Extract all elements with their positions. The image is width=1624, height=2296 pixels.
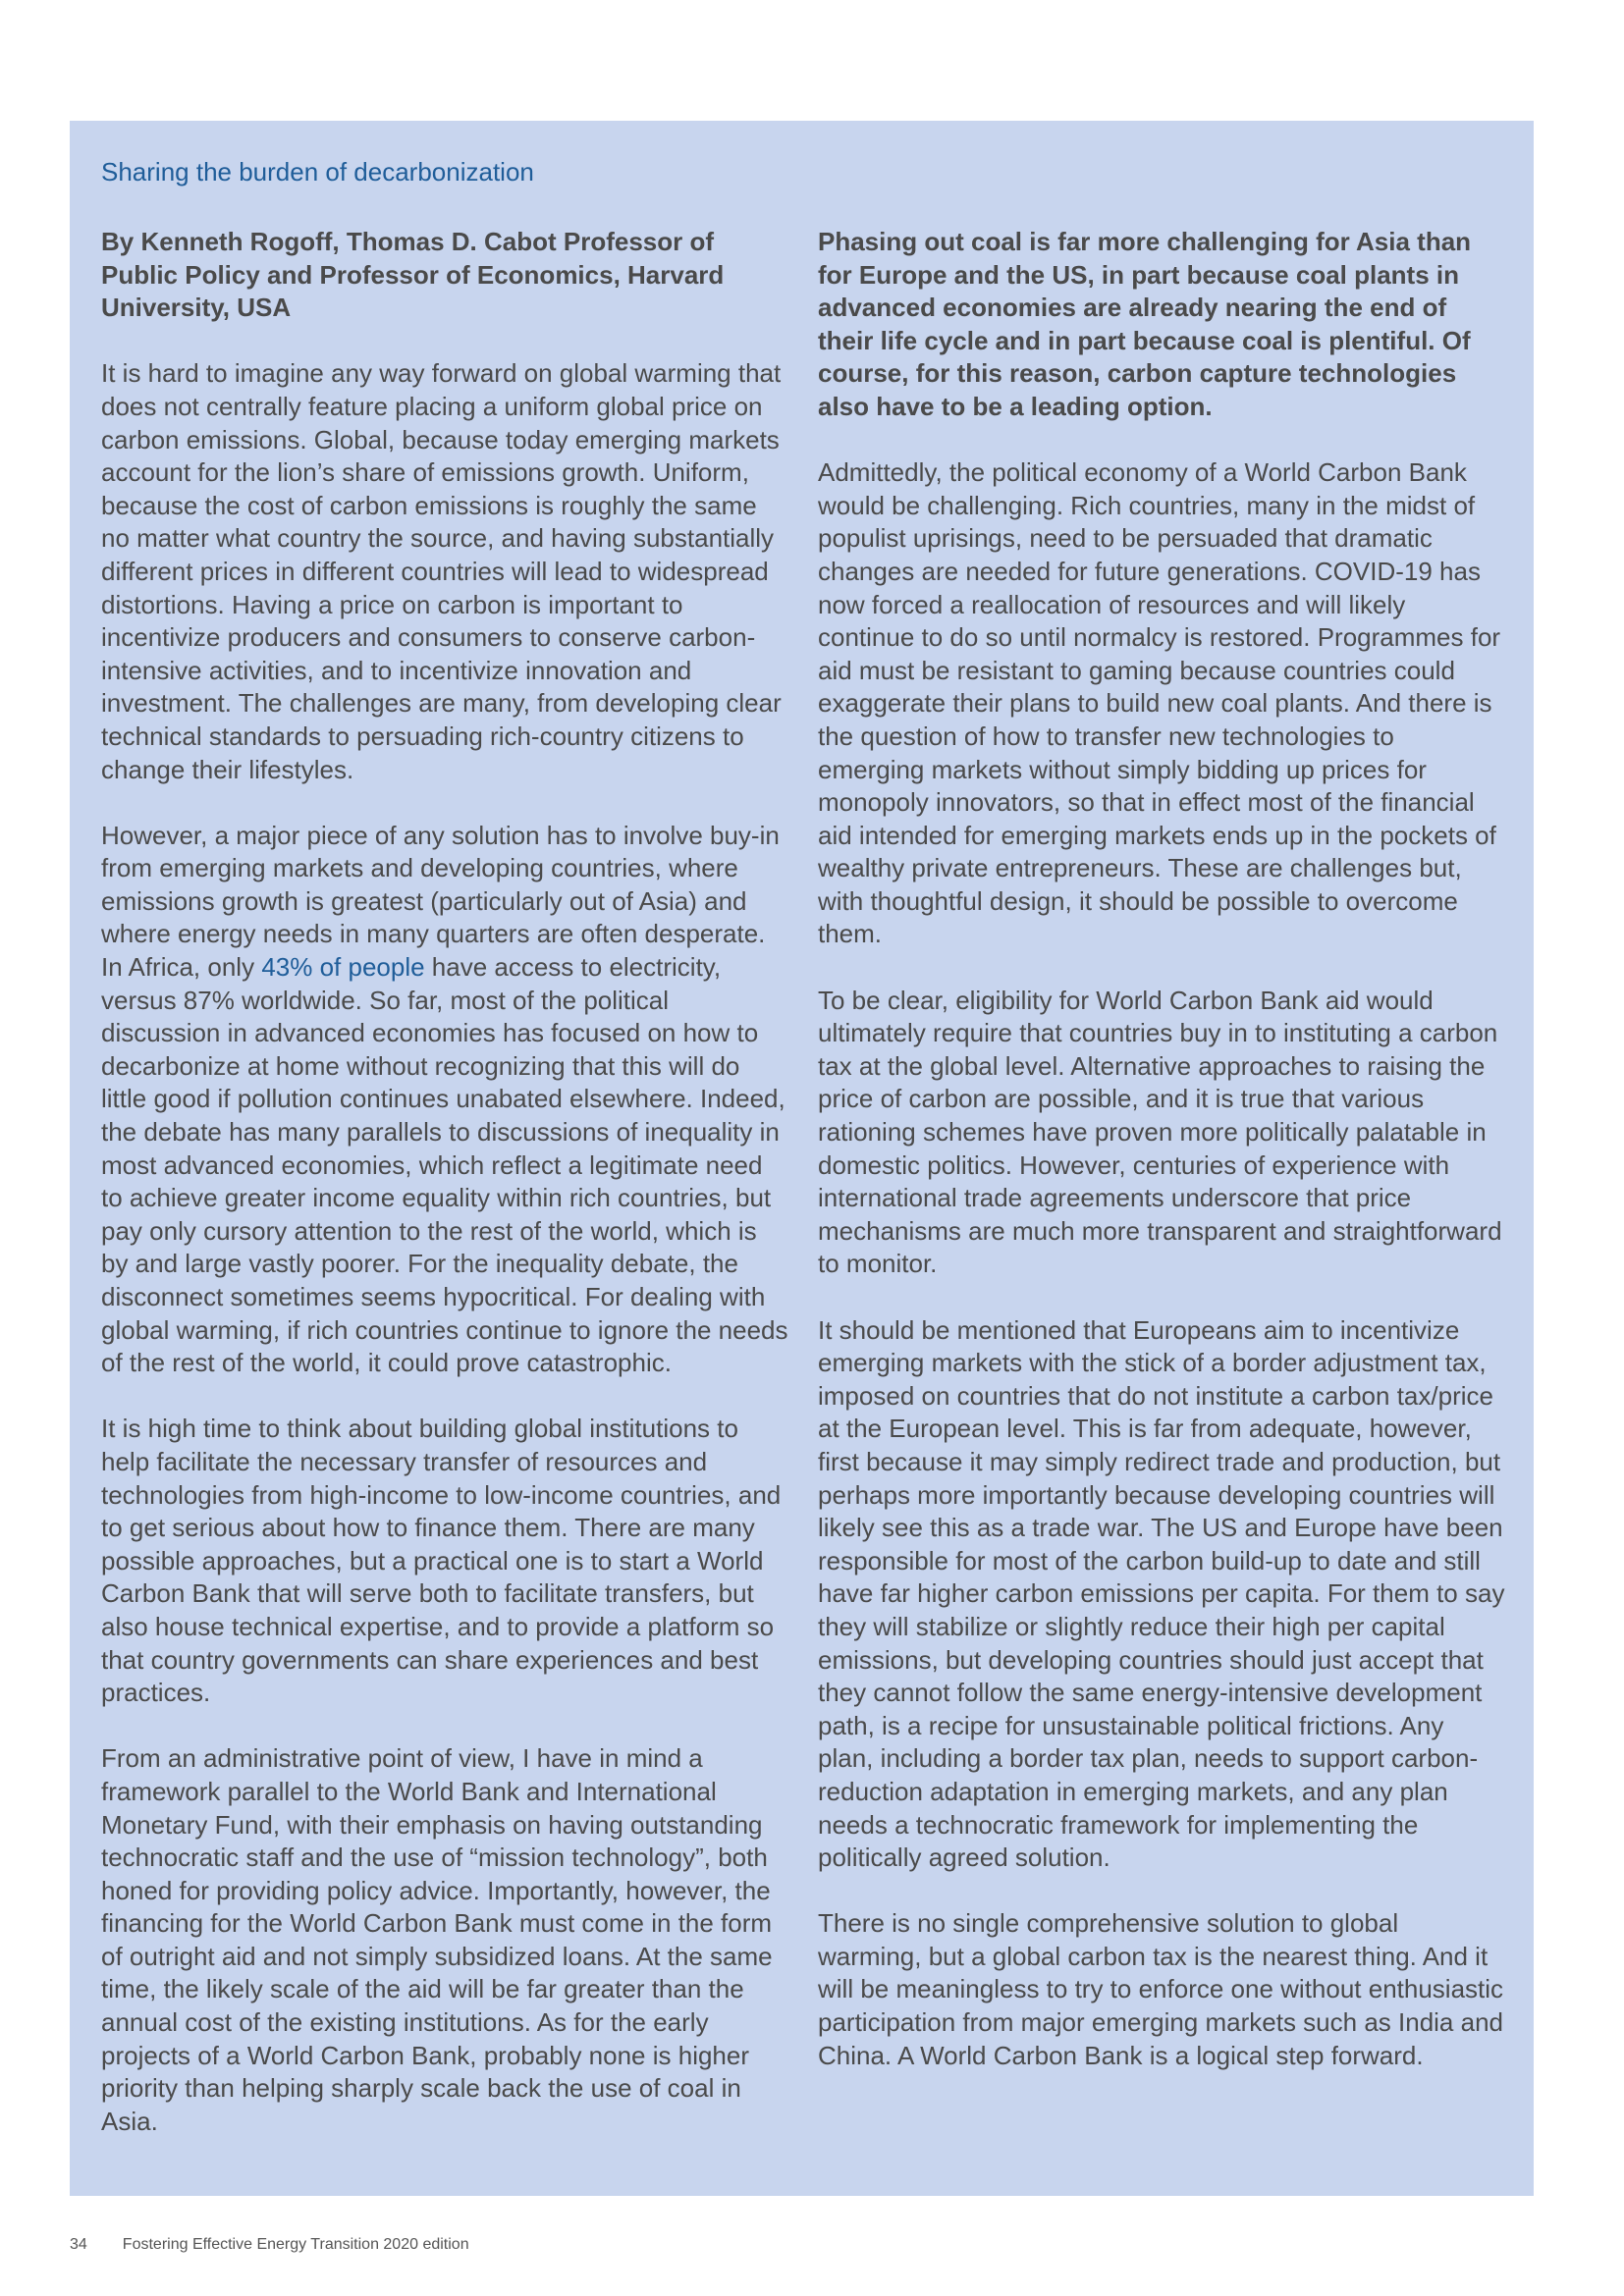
publication-name: Fostering Effective Energy Transition 2020 edition <box>122 2236 469 2253</box>
pull-paragraph: Phasing out coal is far more challenging for Asia than for Europe and the US, in part because coal plants in advanced economies are already nearing the end of their life cycle and in part because coal is plentiful. Of course, for this reason, carbon capture technologies also have to be a leading option. <box>818 227 1472 421</box>
paragraph: There is no single comprehensive solution to global warming, but a global carbon tax is the nearest thing. And it will be meaningless to try to enforce one without enthusiastic participation from major emerging markets such as India and China. A World Carbon Bank is a logical step forward. <box>818 1908 1504 2070</box>
paragraph: From an administrative point of view, I have in mind a framework parallel to the World Bank and International Monetary Fund, with their emphasis on having outstanding technocratic staff and the use of “mission technology”, both honed for providing policy advice. Importantly, however, the financing for the World Carbon Bank must come in the form of outright aid and not simply subsidized loans. At the same time, the likely scale of the aid will be far greater than the annual cost of the existing institutions. As for the early projects of a World Carbon Bank, probably none is higher priority than helping sharply scale back the use of coal in Asia. <box>101 1743 773 2136</box>
right-column <box>818 226 1505 2106</box>
page-number: 34 <box>70 2236 87 2253</box>
paragraph-text: have access to electricity, versus 87% worldwide. So far, most of the political discussion in advanced economies has focused on how to decarbonize at home without recognizing that this will do little good if pollution continues unabated elsewhere. Indeed, the debate has many parallels to discussions of inequality in most advanced economies, which reflect a legitimate need to achieve greater income equality within rich countries, but pay only cursory attention to the rest of the world, which is by and large vastly poorer. For the inequality debate, the disconnect sometimes seems hypocritical. For dealing with global warming, if rich countries continue to ignore the needs of the rest of the world, it could prove catastrophic. <box>101 952 788 1378</box>
left-column <box>101 226 788 2171</box>
paragraph-text: However, a major piece of any solution has to involve buy-in from emerging markets and developing countries, where emissions growth is greatest (particularly out of Asia) and where energy needs in many quarters are often desperate. In Africa, only <box>101 820 780 983</box>
page-footer <box>70 2236 469 2254</box>
paragraph: To be clear, eligibility for World Carbon Bank aid would ultimately require that countries buy in to instituting a carbon tax at the global level. Alternative approaches to raising the price of carbon are possible, and it is true that various rationing schemes have proven more politically palatable in domestic politics. However, centuries of experience with international trade agreements underscore that price mechanisms are much more transparent and straightforward to monitor. <box>818 985 1502 1279</box>
paragraph: It should be mentioned that Europeans aim to incentivize emerging markets with the stick of a border adjustment tax, imposed on countries that do not institute a carbon tax/price at the European level. This is far from adequate, however, first because it may simply redirect trade and production, but perhaps more importantly because developing countries will likely see this as a trade war. The US and Europe have been responsible for most of the carbon build-up to date and still have far higher carbon emissions per capita. For them to say they will stabilize or slightly reduce their high per capital emissions, but developing countries should just accept that they cannot follow the same energy-intensive development path, is a recipe for unsustainable political frictions. Any plan, including a border tax plan, needs to support carbon-reduction adaptation in emerging markets, and any plan needs a technocratic framework for implementing the politically agreed solution. <box>818 1314 1505 1873</box>
paragraph: Admittedly, the political economy of a World Carbon Bank would be challenging. Rich countries, many in the midst of populist uprisings, need to be persuaded that dramatic changes are needed for future generations. COVID-19 has now forced a reallocation of resources and will likely continue to do so until normalcy is restored. Programmes for aid must be resistant to gaming because countries could exaggerate their plans to build new coal plants. And there is the question of how to transfer new technologies to emerging markets without simply bidding up prices for monopoly innovators, so that in effect most of the financial aid intended for emerging markets ends up in the pockets of wealthy private entrepreneurs. These are challenges but, with thoughtful design, it should be possible to overcome them. <box>818 457 1501 949</box>
byline: By Kenneth Rogoff, Thomas D. Cabot Professor of Public Policy and Professor of Economics, Harvard University, USA <box>101 227 725 323</box>
paragraph: It is high time to think about building global institutions to help facilitate the necessary transfer of resources and technologies from high-income to low-income countries, and to get serious about how to finance them. There are many possible approaches, but a practical one is to start a World Carbon Bank that will serve both to facilitate transfers, but also house technical expertise, and to provide a platform so that country governments can share experiences and best practices. <box>101 1414 782 1708</box>
article-title: Sharing the burden of decarbonization <box>101 157 534 187</box>
paragraph <box>101 820 788 1380</box>
paragraph: It is hard to imagine any way forward on global warming that does not centrally feature placing a uniform global price on carbon emissions. Global, because today emerging markets account for the lion’s share of emissions growth. Uniform, because the cost of carbon emissions is roughly the same no matter what country the source, and having substantially different prices in different countries will lead to widespread distortions. Having a price on carbon is important to incentivize producers and consumers to conserve carbon-intensive activities, and to incentivize innovation and investment. The challenges are many, from developing clear technical standards to persuading rich-country citizens to change their lifestyles. <box>101 358 782 784</box>
inline-link[interactable]: 43% of people <box>261 952 425 983</box>
